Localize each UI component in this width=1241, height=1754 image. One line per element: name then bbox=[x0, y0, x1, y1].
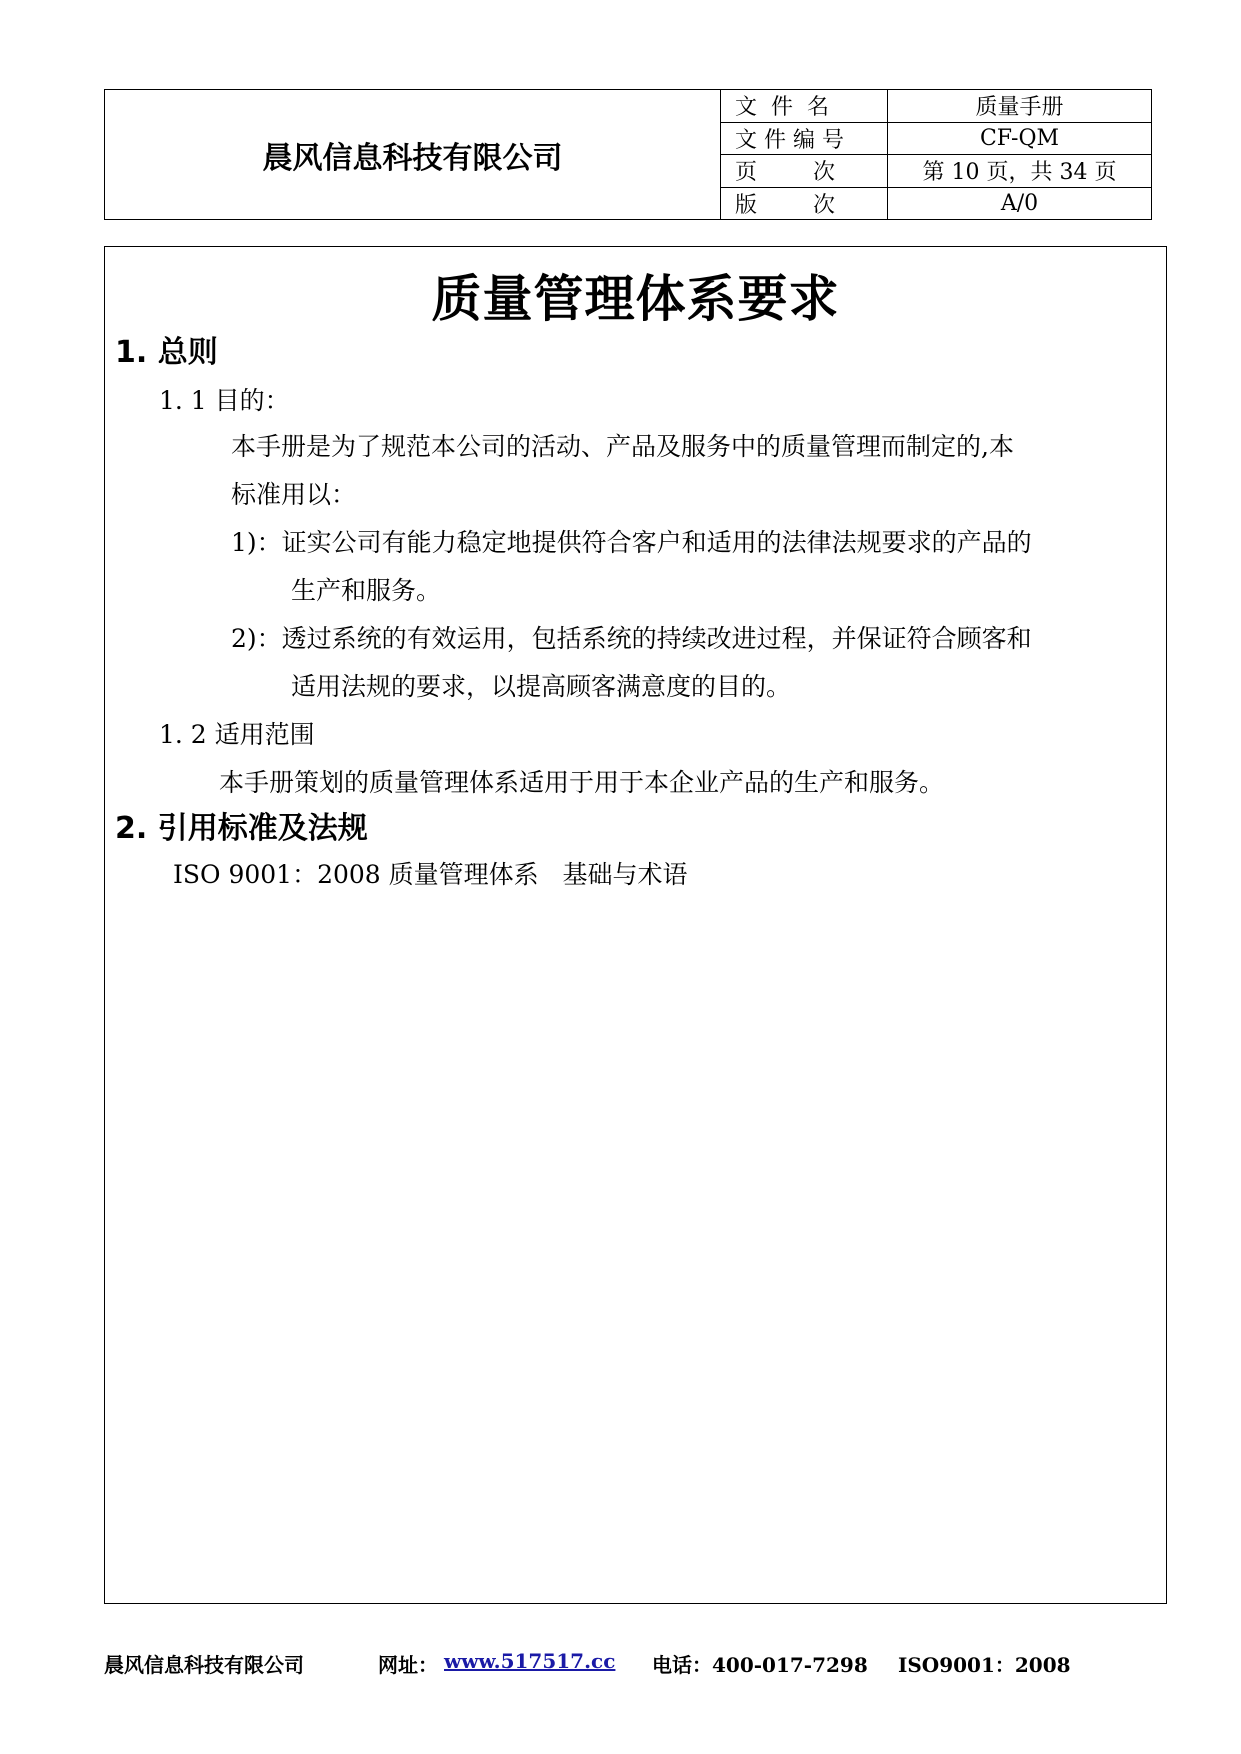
subsection-1-1-heading: 1. 1 目的： bbox=[159, 386, 290, 415]
footer-website-label: 网址： bbox=[378, 1653, 438, 1677]
header-label: 文 件 名 bbox=[735, 95, 829, 121]
header-row-version bbox=[721, 188, 1151, 220]
section-2-heading: 2. 引用标准及法规 bbox=[115, 811, 368, 846]
header-value: 质量手册 bbox=[975, 95, 1064, 121]
purpose-item-1-cont: 生产和服务。 bbox=[291, 576, 442, 605]
header-label: 版 次 bbox=[735, 192, 835, 218]
footer-iso: ISO9001：2008 bbox=[898, 1653, 1071, 1677]
footer-website-link[interactable]: www.517517.cc bbox=[444, 1649, 616, 1673]
footer-company: 晨风信息科技有限公司 bbox=[104, 1653, 304, 1677]
purpose-item-2-cont: 适用法规的要求，以提高顾客满意度的目的。 bbox=[291, 672, 792, 701]
document-header bbox=[104, 89, 1152, 220]
header-company-name: 晨风信息科技有限公司 bbox=[105, 90, 721, 219]
header-row-filename bbox=[721, 90, 1151, 123]
header-row-page bbox=[721, 155, 1151, 188]
header-label: 文 件 编 号 bbox=[735, 127, 844, 153]
footer-phone: 电话：400-017-7298 bbox=[652, 1653, 868, 1677]
header-value: A/0 bbox=[1000, 190, 1039, 216]
document-footer bbox=[104, 1649, 1164, 1679]
header-info-table bbox=[721, 90, 1151, 219]
subsection-1-2-heading: 1. 2 适用范围 bbox=[159, 720, 315, 749]
header-value: CF-QM bbox=[979, 125, 1060, 151]
header-label: 页 次 bbox=[735, 160, 835, 186]
scope-text: 本手册策划的质量管理体系适用于用于本企业产品的生产和服务。 bbox=[219, 768, 945, 797]
purpose-item-1: 1)：证实公司有能力稳定地提供符合客户和适用的法律法规要求的产品的 bbox=[231, 528, 1032, 557]
header-row-docnumber bbox=[721, 123, 1151, 156]
purpose-text-line: 标准用以： bbox=[231, 480, 357, 509]
page-title: 质量管理体系要求 bbox=[431, 270, 840, 328]
purpose-item-2: 2)：透过系统的有效运用，包括系统的持续改进过程，并保证符合顾客和 bbox=[231, 624, 1032, 653]
section-1-heading: 1. 总则 bbox=[115, 335, 218, 370]
header-value: 第 10 页，共 34 页 bbox=[922, 160, 1117, 186]
content-frame bbox=[104, 246, 1167, 1604]
reference-standard-text: ISO 9001：2008 质量管理体系 基础与术语 bbox=[173, 860, 688, 889]
purpose-text-line: 本手册是为了规范本公司的活动、产品及服务中的质量管理而制定的,本 bbox=[231, 432, 1014, 461]
